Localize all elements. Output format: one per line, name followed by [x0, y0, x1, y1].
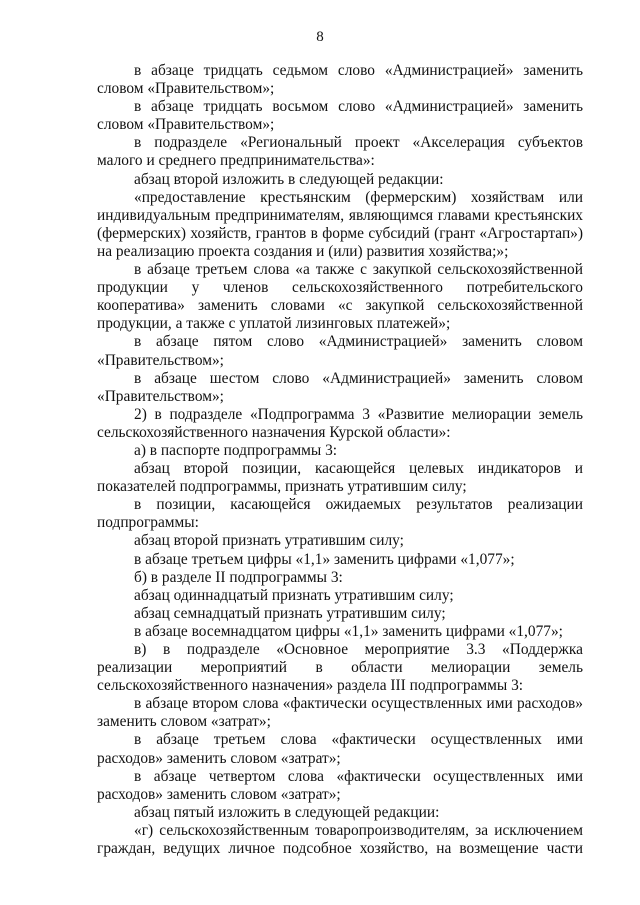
paragraph: в абзаце шестом слово «Администрацией» заменить словом «Правительством»;	[97, 369, 583, 405]
paragraph: в позиции, касающейся ожидаемых результатов реализации подпрограммы:	[97, 496, 583, 532]
paragraph: в абзаце пятом слово «Администрацией» заменить словом «Правительством»;	[97, 333, 583, 369]
paragraph: в абзаце восемнадцатом цифры «1,1» заменить цифрами «1,077»;	[134, 622, 563, 640]
paragraph: в абзаце третьем слова «фактически осуществленных ими расходов» заменить словом «затрат»;	[97, 731, 583, 767]
document-body	[97, 62, 583, 858]
paragraph: абзац второй изложить в следующей редакции:	[134, 170, 444, 188]
paragraph: абзац второй позиции, касающейся целевых индикаторов и показателей подпрограммы, признать утратившим силу;	[97, 460, 583, 496]
paragraph: в подразделе «Региональный проект «Акселерация субъектов малого и среднего предпринимательства»:	[97, 134, 583, 170]
paragraph: в абзаце четвертом слова «фактически осуществленных ими расходов» заменить словом «затрат»;	[97, 767, 583, 803]
paragraph: а) в паспорте подпрограммы 3:	[134, 441, 338, 459]
paragraph: в абзаце третьем слова «а также с закупкой сельскохозяйственной продукции у членов сельскохозяйственного потребительского кооператива» заменить словами «с закупкой сельскохозяйственной продукции, а также с уплатой лизинговых платежей»;	[97, 261, 583, 333]
paragraph: б) в разделе II подпрограммы 3:	[134, 568, 343, 586]
paragraph: в абзаце тридцать восьмом слово «Администрацией» заменить словом «Правительством»;	[97, 98, 583, 134]
paragraph: в абзаце третьем цифры «1,1» заменить цифрами «1,077»;	[134, 550, 515, 568]
paragraph: в) в подразделе «Основное мероприятие 3.3 «Поддержка реализации мероприятий в области мелиорации земель сельскохозяйственного назначения» раздела III подпрограммы 3:	[97, 641, 583, 695]
paragraph: абзац пятый изложить в следующей редакции:	[134, 803, 440, 821]
paragraph: в абзаце втором слова «фактически осуществленных ими расходов» заменить словом «затрат»;	[97, 695, 583, 731]
paragraph: «предоставление крестьянским (фермерским) хозяйствам или индивидуальным предпринимателям, являющимся главами крестьянских (фермерских) хозяйств, грантов в форме субсидий (грант «Агростартап») на реализацию проекта создания и (или) развития хозяйства;»;	[97, 188, 583, 260]
paragraph: «г) сельскохозяйственным товаропроизводителям, за исключением граждан, ведущих личное подсобное хозяйство, на возмещение части	[97, 821, 583, 858]
paragraph: 2) в подразделе «Подпрограмма 3 «Развитие мелиорации земель сельскохозяйственного назначения Курской области»:	[97, 405, 583, 441]
paragraph: абзац второй признать утратившим силу;	[134, 532, 404, 550]
paragraph: в абзаце тридцать седьмом слово «Администрацией» заменить словом «Правительством»;	[97, 62, 583, 98]
paragraph: абзац семнадцатый признать утратившим силу;	[134, 604, 446, 622]
paragraph: абзац одиннадцатый признать утратившим силу;	[134, 586, 454, 604]
page-number: 8	[316, 29, 324, 45]
